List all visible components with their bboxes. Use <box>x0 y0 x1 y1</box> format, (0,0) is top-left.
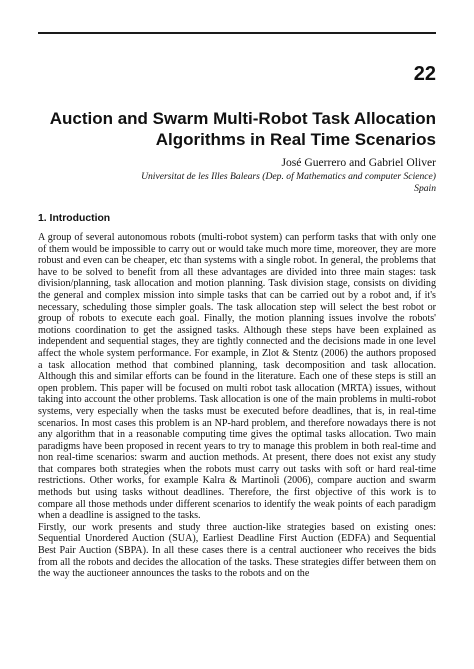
body-text <box>38 232 436 580</box>
chapter-number: 22 <box>413 63 436 85</box>
affiliation-line-1: Universitat de les Illes Balears (Dep. of Mathematics and computer Science) <box>141 171 436 182</box>
paragraph-1: A group of several autonomous robots (multi-robot system) can perform tasks that with only one of them would be impossible to carry out or would take much more time, moreover, they are more robust and even can be cheaper, etc than systems with a single robot. In general, the problems that have to be solved to benefit from all these advantages are divided into three main stages: task division/planning, task allocation and motion planning. Task division stage, consists on dividing the general and complex mission into simple tasks that can be carried out by a robot and, if it's necessary, scheduling those simpler goals. The task allocation step will select the best robot or group of robots to execute each goal. Finally, the motion planning issues involve the robots' motions coordination to get the assigned tasks. Although these steps have been explained as independent and sequential stages, they are tightly connected and the decisions made in one level affect the whole system performance. For example, in Zlot & Stentz (2006) the authors proposed a task allocation method that combined planning, task decomposition and task allocation. Although this and similar efforts can be found in the literature. Each one of these steps is still an open problem. This paper will be focused on multi robot task allocation (MRTA) issues, without taking into account the other problems. Task allocation is one of the main problems in multi-robot systems, very especially when the tasks must be executed before deadlines, that is, in real-time scenarios. In most cases this problem is an NP-hard problem, and therefore nowadays there is not any algorithm that in a reasonable computing time gives the optimal tasks allocation. Two main paradigms have been proposed in recent years to try to manage this problem in both real-time and non real-time scenarios: swarm and auction methods. At present, there does not exist any study that compares both strategies when the robots must carry out tasks with soft or hard real-time restrictions. Other works, for example Kalra & Martinoli (2006), compare auction and swarm methods but using tasks without deadlines. Therefore, the first objective of this work is to compare all those methods under different scenarios to identify the weak points of each paradigm when a deadline is assigned to the tasks. <box>38 232 436 522</box>
title-line-2: Algorithms in Real Time Scenarios <box>155 130 436 149</box>
paper-title <box>38 108 436 150</box>
authors: José Guerrero and Gabriel Oliver <box>281 156 436 169</box>
header-rule <box>38 32 436 34</box>
affiliation-line-2: Spain <box>414 183 436 194</box>
section-heading: 1. Introduction <box>38 213 111 224</box>
affiliation <box>38 171 436 195</box>
paragraph-2: Firstly, our work presents and study three auction-like strategies based on existing ones: Sequential Unordered Auction (SUA), Earliest Deadline First Auction (EDFA) and Sequential Best Pair Auction (SBPA). In all these cases there is a central auctioneer who receives the bids from all the robots and decides the allocation of the tasks. These strategies differ between them on the way the auctioneer announces the tasks to the robots and on the <box>38 521 436 580</box>
title-line-1: Auction and Swarm Multi-Robot Task Allocation <box>49 109 436 128</box>
